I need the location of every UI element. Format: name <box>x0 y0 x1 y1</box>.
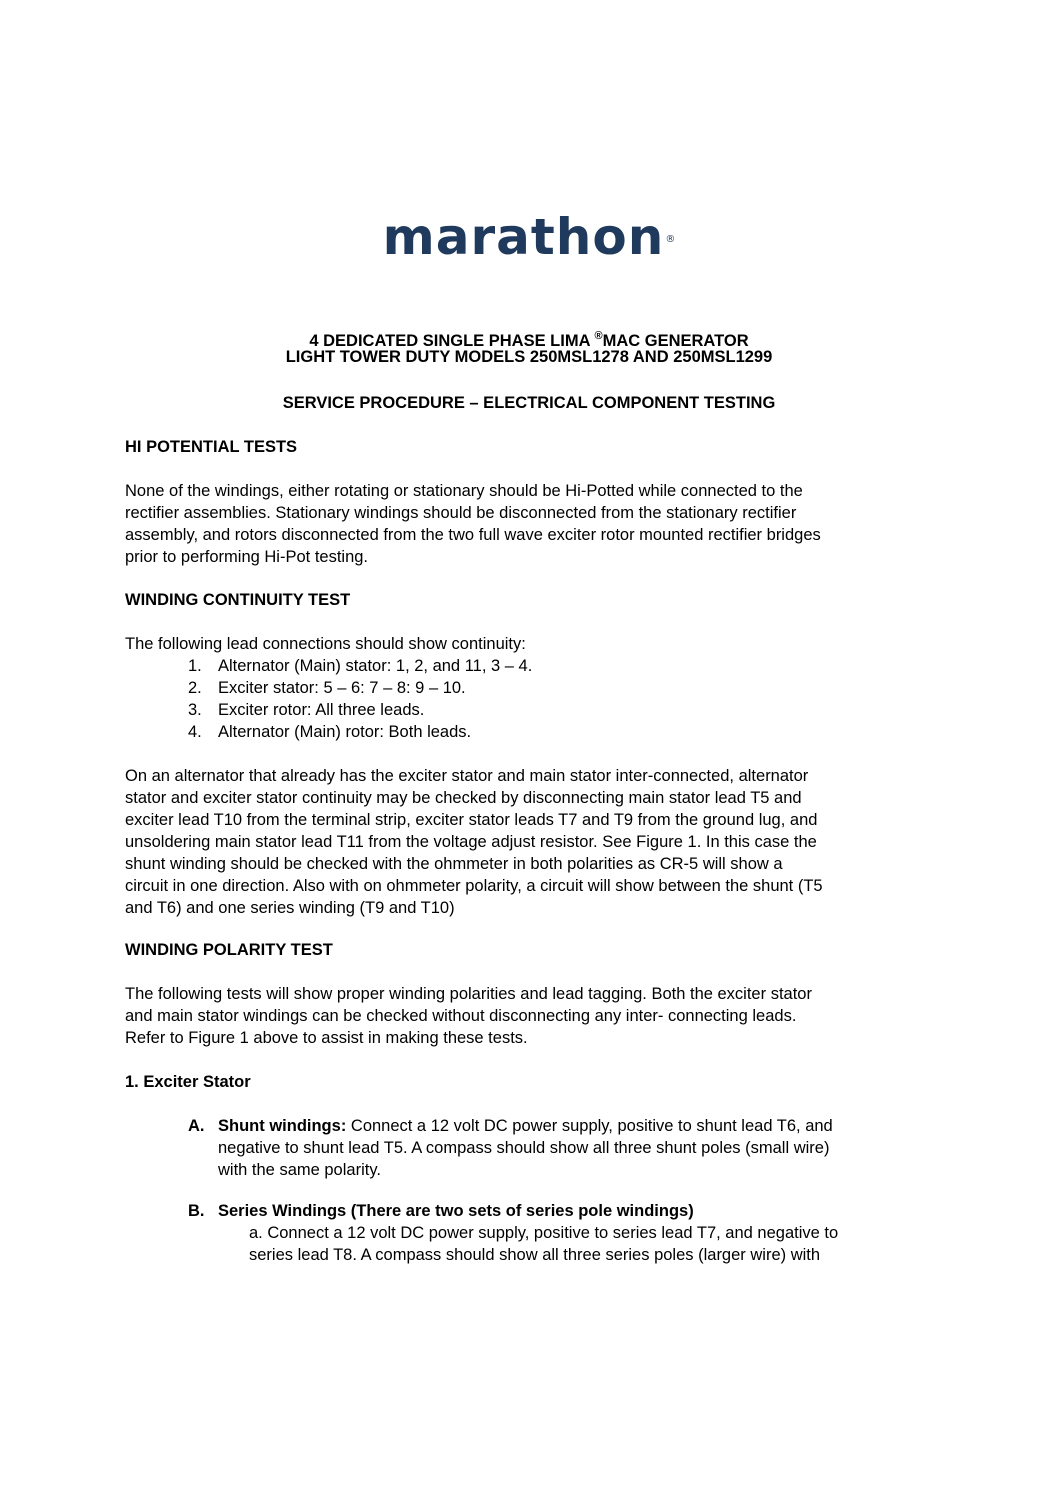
continuity-line: shunt winding should be checked with the ohmmeter in both polarities as CR-5 will show a <box>125 855 783 873</box>
continuity-heading: WINDING CONTINUITY TEST <box>125 591 351 609</box>
list-number: 3. <box>188 701 202 719</box>
list-text: Exciter stator: 5 – 6: 7 – 8: 9 – 10. <box>218 679 466 697</box>
hipot-line: prior to performing Hi-Pot testing. <box>125 548 369 566</box>
title-line-1-post: MAC GENERATOR <box>602 332 749 350</box>
item-a-line: Connect a 12 volt DC power supply, positive to shunt lead T6, and <box>346 1117 833 1135</box>
title-line-3: SERVICE PROCEDURE – ELECTRICAL COMPONENT TESTING <box>282 394 776 412</box>
list-text: Exciter rotor: All three leads. <box>218 701 425 719</box>
list-item <box>188 677 532 699</box>
item-a-line: with the same polarity. <box>218 1161 381 1179</box>
hipot-heading: HI POTENTIAL TESTS <box>125 438 298 456</box>
hipot-paragraph <box>125 480 940 568</box>
title-line-1-pre: 4 DEDICATED SINGLE PHASE LIMA <box>309 332 595 350</box>
polarity-heading: WINDING POLARITY TEST <box>125 941 333 959</box>
continuity-line: exciter lead T10 from the terminal strip, exciter stator leads T7 and T9 from the ground lug, and <box>125 811 818 829</box>
list-item <box>188 721 532 743</box>
continuity-line: stator and exciter stator continuity may be checked by disconnecting main stator lead T5 and <box>125 789 802 807</box>
item-a-line: negative to shunt lead T5. A compass should show all three shunt poles (small wire) <box>218 1139 830 1157</box>
title-registered-sup: ® <box>594 330 603 342</box>
title-line-2: LIGHT TOWER DUTY MODELS 250MSL1278 AND 250MSL1299 <box>285 348 773 366</box>
continuity-line: and T6) and one series winding (T9 and T10) <box>125 899 455 917</box>
item-b-line: a. Connect a 12 volt DC power supply, positive to series lead T7, and negative to <box>249 1224 839 1242</box>
item-b-line: series lead T8. A compass should show all three series poles (larger wire) with <box>249 1246 821 1264</box>
list-number: 4. <box>188 723 202 741</box>
polarity-line: The following tests will show proper winding polarities and lead tagging. Both the exciter stator <box>125 985 812 1003</box>
hipot-line: rectifier assemblies. Stationary windings should be disconnected from the stationary rectifier <box>125 504 797 522</box>
registered-mark: ® <box>665 234 676 245</box>
item-letter: A. <box>188 1117 205 1135</box>
item-b-title: Series Windings (There are two sets of series pole windings) <box>218 1202 694 1220</box>
marathon-logo <box>0 208 1058 266</box>
continuity-list <box>188 655 532 743</box>
polarity-line: and main stator windings can be checked without disconnecting any inter- connecting leads. <box>125 1007 797 1025</box>
continuity-line: unsoldering main stator lead T11 from the voltage adjust resistor. See Figure 1. In this case the <box>125 833 817 851</box>
list-item <box>188 655 532 677</box>
hipot-line: None of the windings, either rotating or stationary should be Hi-Potted while connected to the <box>125 482 803 500</box>
item-letter: B. <box>188 1202 205 1220</box>
list-text: Alternator (Main) stator: 1, 2, and 11, 3 – 4. <box>218 657 533 675</box>
hipot-line: assembly, and rotors disconnected from the two full wave exciter rotor mounted rectifier bridges <box>125 526 821 544</box>
list-number: 2. <box>188 679 202 697</box>
polarity-paragraph <box>125 983 940 1049</box>
item-b-sub-paragraph <box>249 1222 949 1266</box>
continuity-paragraph <box>125 765 940 919</box>
item-a-title: Shunt windings: <box>218 1117 347 1135</box>
list-item <box>188 699 532 721</box>
list-text: Alternator (Main) rotor: Both leads. <box>218 723 472 741</box>
exciter-stator-heading: 1. Exciter Stator <box>125 1073 251 1091</box>
polarity-line: Refer to Figure 1 above to assist in making these tests. <box>125 1029 528 1047</box>
item-a <box>188 1115 948 1181</box>
continuity-line: circuit in one direction. Also with on ohmmeter polarity, a circuit will show between the shunt (T5 <box>125 877 823 895</box>
item-b <box>188 1200 948 1222</box>
continuity-line: On an alternator that already has the exciter stator and main stator inter-connected, alternator <box>125 767 809 785</box>
logo-wordmark: marathon <box>382 208 665 266</box>
continuity-intro: The following lead connections should show continuity: <box>125 635 526 653</box>
list-number: 1. <box>188 657 202 675</box>
